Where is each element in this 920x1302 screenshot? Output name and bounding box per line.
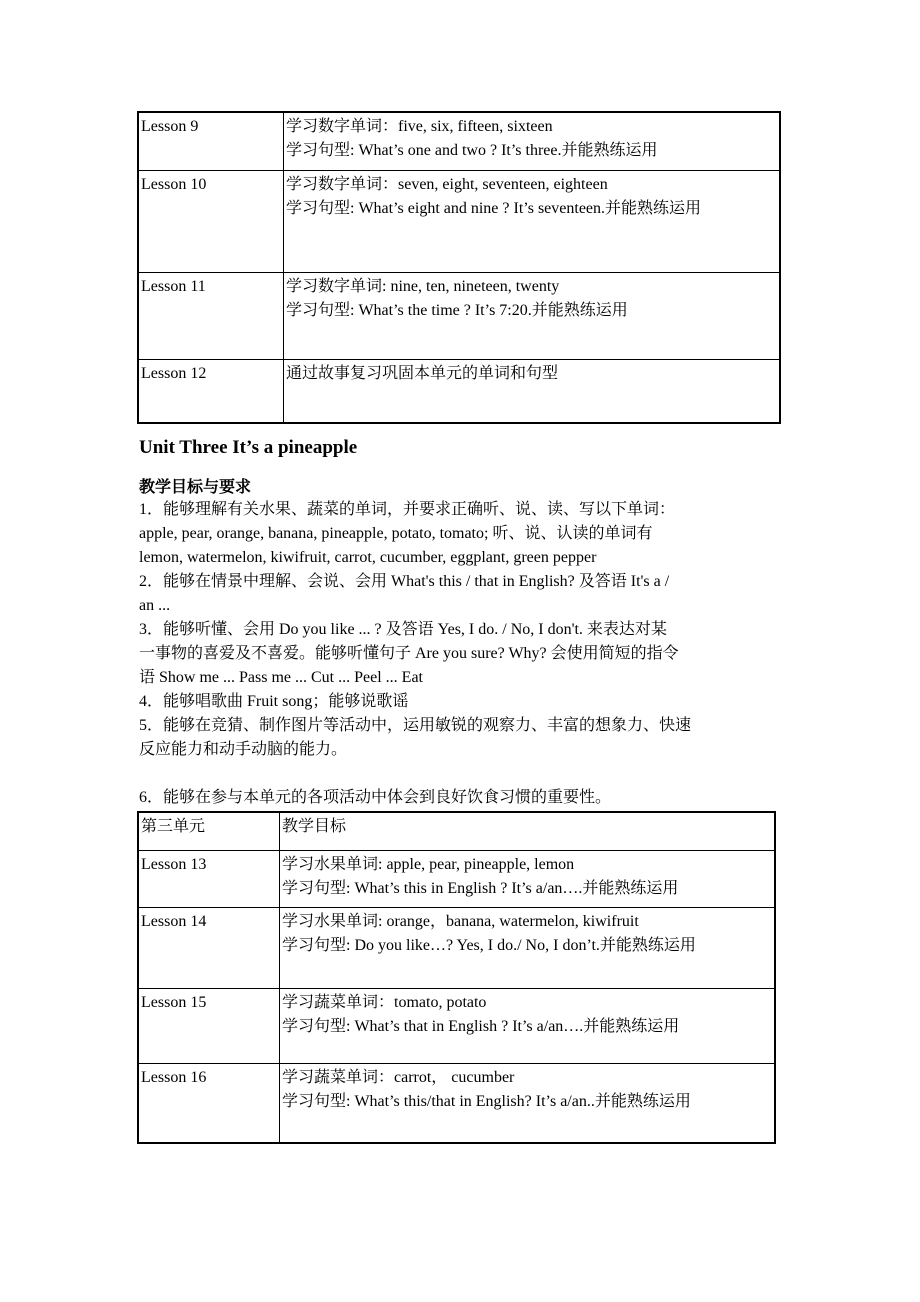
goal-line: 学习句型: What’s eight and nine ? It’s seventeen.并能熟练运用 (286, 199, 702, 217)
paragraph-line: an ... (139, 597, 171, 614)
goal-line: 学习蔬菜单词：tomato, potato (282, 993, 487, 1011)
goal-paragraph-4 (139, 690, 781, 714)
table-row (138, 988, 775, 1063)
header-cell-goal: 教学目标 (280, 812, 776, 850)
goal-line: 学习蔬菜单词：carrot， cucumber (282, 1068, 515, 1086)
paragraph-line: lemon, watermelon, kiwifruit, carrot, cucumber, eggplant, green pepper (139, 549, 597, 566)
goal-line: 学习句型: What’s this in English ? It’s a/an….并能熟练运用 (282, 879, 679, 897)
table-row (138, 1063, 775, 1143)
goal-cell (280, 907, 776, 988)
goal-paragraph-2 (139, 570, 781, 618)
table-row (138, 272, 780, 359)
goal-paragraph-5 (139, 714, 781, 762)
table-row (138, 170, 780, 272)
lesson-cell: Lesson 12 (138, 359, 284, 423)
goal-cell (284, 359, 781, 423)
paragraph-line: 2．能够在情景中理解、会说、会用 What's this / that in English? 及答语 It's a / (139, 573, 670, 590)
paragraph-line: 3．能够听懂、会用 Do you like ... ? 及答语 Yes, I do. / No, I don't. 来表达对某 (139, 621, 667, 638)
lesson-cell: Lesson 15 (138, 988, 280, 1063)
goals-heading: 教学目标与要求 (139, 477, 252, 496)
goal-paragraph-6 (139, 786, 781, 810)
goal-cell (284, 170, 781, 272)
table-row (138, 359, 780, 423)
goal-line: 学习句型: What’s one and two ? It’s three.并能熟练运用 (286, 142, 658, 159)
goal-cell (284, 112, 781, 170)
goal-line: 学习水果单词: apple, pear, pineapple, lemon (282, 855, 575, 873)
goal-cell (280, 1063, 776, 1143)
goal-cell (280, 850, 776, 907)
paragraph-line: 5．能够在竞猜、制作图片等活动中，运用敏锐的观察力、丰富的想象力、快速 (139, 717, 692, 734)
goal-line: 学习句型: What’s that in English ? It’s a/an….并能熟练运用 (282, 1017, 680, 1035)
lesson-cell: Lesson 9 (138, 112, 284, 170)
goal-line: 学习数字单词: nine, ten, nineteen, twenty (286, 277, 560, 295)
paragraph-line: 一事物的喜爱及不喜爱。能够听懂句子 Are you sure? Why? 会使用简短的指令 (139, 645, 679, 662)
paragraph-line: 6．能够在参与本单元的各项活动中体会到良好饮食习惯的重要性。 (139, 789, 612, 806)
goal-paragraph-1 (139, 498, 781, 570)
paragraph-line: 4．能够唱歌曲 Fruit song；能够说歌谣 (139, 693, 409, 710)
goal-line: 通过故事复习巩固本单元的单词和句型 (286, 364, 559, 382)
paragraph-line: 反应能力和动手动脑的能力。 (139, 741, 348, 758)
header-cell-unit: 第三单元 (138, 812, 280, 850)
table-row (138, 850, 775, 907)
lesson-cell: Lesson 10 (138, 170, 284, 272)
goal-line: 学习数字单词：seven, eight, seventeen, eighteen (286, 175, 608, 193)
goal-cell (280, 988, 776, 1063)
paragraph-line: 1．能够理解有关水果、蔬菜的单词，并要求正确听、说、读、写以下单词： (139, 501, 676, 518)
goal-line: 学习水果单词: orange，banana, watermelon, kiwifruit (282, 912, 639, 930)
paragraph-line: 语 Show me ... Pass me ... Cut ... Peel ... Eat (139, 669, 423, 686)
paragraph-line: apple, pear, orange, banana, pineapple, potato, tomato; 听、说、认读的单词有 (139, 525, 653, 542)
goal-line: 学习数字单词：five, six, fifteen, sixteen (286, 118, 553, 135)
lesson-table-unit-three (137, 811, 776, 1144)
table-row (138, 907, 775, 988)
lesson-cell: Lesson 13 (138, 850, 280, 907)
table-header-row (138, 812, 775, 850)
lesson-table-unit-two (137, 111, 781, 424)
table-row (138, 112, 780, 170)
goal-paragraph-3 (139, 618, 781, 690)
lesson-cell: Lesson 16 (138, 1063, 280, 1143)
goal-line: 学习句型: What’s the time ? It’s 7:20.并能熟练运用 (286, 301, 628, 319)
goal-line: 学习句型: Do you like…? Yes, I do./ No, I don’t.并能熟练运用 (282, 936, 696, 954)
goal-cell (284, 272, 781, 359)
lesson-cell: Lesson 14 (138, 907, 280, 988)
lesson-cell: Lesson 11 (138, 272, 284, 359)
goal-line: 学习句型: What’s this/that in English? It’s a/an..并能熟练运用 (282, 1092, 691, 1110)
unit-title: Unit Three It’s a pineapple (139, 437, 358, 458)
